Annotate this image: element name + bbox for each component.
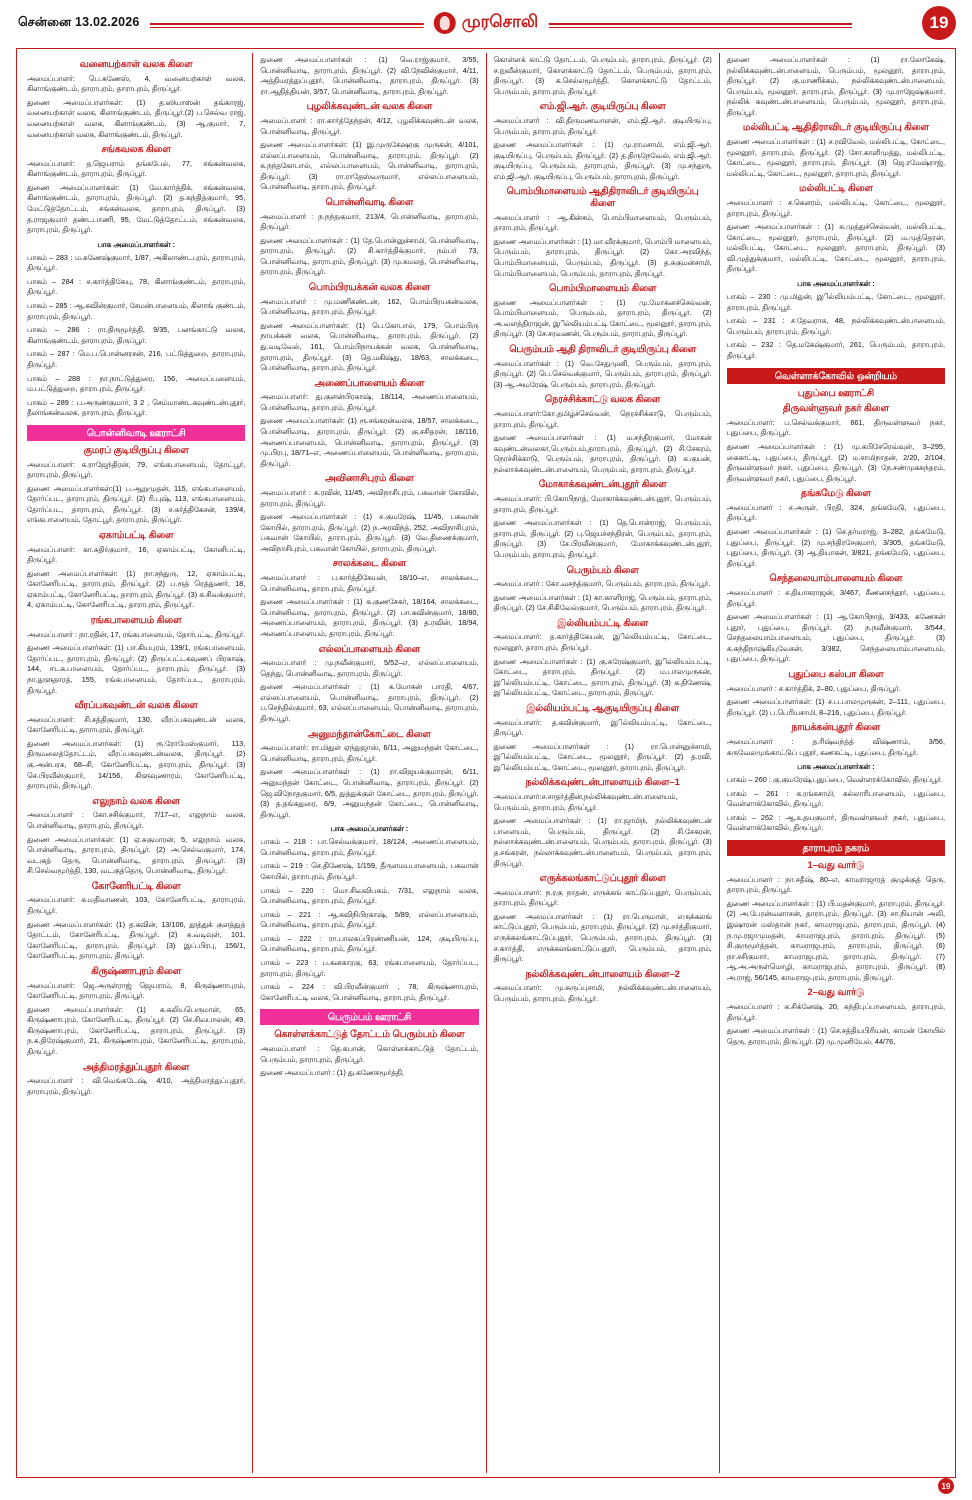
body-paragraph: துணை அமைப்பாளர்கள்: (1) நா.சந்துரு, 12, ஏகாம்பட்டி, கோனேரிபட்டி, தாராபுரம், திருப்பூர். (2) ப.ரூத் ரெத்துணர், 18, ஏகாம்பட்டி, கோனேரிபட்டி, தாராபுரம், திருப்பூர். (3) க.சிவக்குமார், 4, ஏகாம்பட்டி, கோனேரிபட்டி, தாராபுரம், திருப்பூர். (27, 568, 246, 610)
body-paragraph: அமைப்பாளர்: மு.கருப்புசாமி, நல்லிக்கவுண்டன்பாளையம், பெரும்பம், தாராபுரம், திருப்பூர். (493, 983, 712, 1003)
section-heading: நல்லிக்கவுண்டன்பாளையம் கிளை–1 (525, 777, 680, 788)
ward-entry: பாகம் – 261 : க.ரங்கசாமி, கல்லாரிபாளையம், புதுப்பை, வெள்ளாக்கோவில், திருப்பூர். (726, 788, 945, 809)
ward-entry: பாகம் – 286 : ரா.திருமூர்த்தி, 9/35, பனங்காட்டு வலக, கிளாங்குண்டம், தாராபுரம், திருப்பூர். (27, 325, 246, 345)
section-heading: பொன்னிவாடி கிளை (325, 196, 414, 207)
body-paragraph: துணை அமைப்பாளர்கள் : (1) க.குணசேகர், 18/164, சாலக்கடை, பொன்னிவாடி, தாராபுரம், திருப்பூர். (2) பா.கவின்குமார், 18/80, அணைப்பாளையம், தாராபுரம், திருப்பூர். (3) த.ரவின், 18/94, அணைப்பாளையம், தாராபுரம், திருப்பூர். (260, 597, 479, 638)
column-1 (20, 53, 252, 1473)
ward-entry: பாகம் – 283 : ம.கணேஷ்குமார், 1/87, அகிலாண்டபுரம், தாராபுரம், திருப்பூர். (27, 252, 246, 273)
body-paragraph: துணை அமைப்பாளர்கள் : (1) மா.வீரக்குமார், பொம்பி மாளையம், பெரும்பம், தாராபுரம், திருப்பூர். (2) கோ.அரவிந்த், பொம்பிமாளையம், பெரும்பம், திருப்பூர். (3) த.சுகுமன்சாமி, பொம்பிமாளையம், பெரும்பம், தாராபுரம், திருப்பூர். (493, 236, 712, 278)
section-heading: நாயக்கன்புதூர் கிளை (791, 722, 881, 733)
ward-entry: பாகம் – 231 : ச.தேவராசு, 48, நல்லிக்கவுண்டன்பாளையம், பெரும்பம், தாராபுரம், திருப்பூர். (726, 316, 945, 336)
body-paragraph: அமைப்பாளர் : ந.நந்தகுமார், 213/4, பொன்னிவாடி, தாராபுரம், திருப்பூர். (260, 211, 479, 232)
section-heading: இல்லியம்பட்டி கிளை (557, 617, 649, 628)
section-banner: தாராபுரம் நகரம் (727, 840, 945, 856)
section-heading: திருவள்ளுவர் நகர் கிளை (782, 403, 889, 414)
body-paragraph: அமைப்பாளர்: பெ.கணேஸ், 4, வனையற்காள் வலக, கிளாங்குண்டம், தாராபுரம், தாராபுரம், திருப்பூர். (27, 73, 246, 94)
ward-entry: பாகம் – 287 : மெ.ப.பொன்னரசன், 216, பட்டுத்துறை, தாராபுரம், திருப்பூர். (27, 349, 246, 369)
body-paragraph: அமைப்பாளர்: ப.செல்வக்குமார், 661, திருவள்ளுவர் நகர், புதுப்பை, திருப்பூர். (726, 417, 945, 438)
section-heading: இல்லியம்பட்டி ஆகுடியிருப்பு கிளை (526, 702, 679, 713)
section-heading: எம்.ஜி.ஆர். குடியிருப்பு கிளை (539, 101, 666, 112)
section-heading: அத்திமரத்துப்புதூர் கிளை (82, 1061, 190, 1072)
body-paragraph: அமைப்பாளர் : ச.அருள், பிரதி, 324, தங்கமேடு, புதுப்பை, திருப்பூர். (726, 502, 945, 523)
section-heading: மல்லிபட்டி கிளை (798, 183, 873, 194)
section-heading: கிருஷ்ணாபுரம் கிளை (91, 965, 182, 976)
body-paragraph: அமைப்பாளர் : ஆ.கின்சம், பொம்பிமாளையம், பெரும்பம், தாராபுரம், திருப்பூர். (493, 212, 712, 233)
ward-entry: பாகம் – 222 : ரா.பாலகப்பிரண்ணியன், 124, குடியிருப்பு, பொன்னிவாடி, தாராபுரம், திருப்பூர். (260, 933, 479, 954)
body-paragraph: துணை அமைப்பாளர்கள் : (1) வெ.ராஜ்குமார், 3/55, பொன்னிவாடி, தாராபுரம், திருப்பூர். (2) வி.நேவின்குமார், 4/11, அத்திமரத்துப்புதூர், பொன்னிவாடி, தாராபுரம், திருப்பூர். (3) ரா.ஆதித்தியன், 3/57, பொன்னிவாடி, தாராபுரம், திருப்பூர். (260, 55, 479, 96)
body-paragraph: துணை அமைப்பாளர்கள் : (1) ம.சந்திரகுமார், மோகன் கவுண்டன்வலகா,பெரும்பம்,தாராபுரம், திருப்பூர். (2) சி.சேகரம், நெரச்சிக்காடு, பெரும்பம், தாராபுரம், திருப்பூர். (3) க.குயன், நல்லாக்கவுண்டன்பாளையம், பெரும்பம், தாராபுரம், திருப்பூர். (493, 433, 712, 474)
body-paragraph: துணை அமைப்பாளர்கள்: (1) த.ஸியாஸன் தங்காரஜ், வனையற்காள் வலக, கிளாங்குண்டம், திருப்பூர்.(2) ப.செல்வ ராஜ், வனையற்காள் வலக, கிளாங்குண்டம், (3) ஆ.குமார், 7, வனையற்காள் வலக, கிளாங்குண்டம், திருப்பூர். (27, 97, 246, 139)
body-paragraph: துணை அமைப்பாளர்கள் : (1) ரா.விஜயக்குமாரன், 6/11, அனுமந்தன் கோட்டை, பொன்னிவாடி, தாராபுரம், திருப்பூர். (2) ஜெ.விநோதகுமார், 6/5, துத்துக்குள் கோட்டை, தாராபுரம், திருப்பூர். (3) த.தங்கதுரை, 6/9, அனுமந்தன் கோட்டை, பொன்னிவாடி, திருப்பூர். (260, 767, 479, 819)
section-heading: பெரும்பம் கிளை (566, 564, 639, 575)
section-heading: புழலிக்கவுண்டன் வலக கிளை (306, 101, 433, 112)
body-paragraph: துணை அமைப்பாளர்கள்: (1) ஏ.சுகுமாரன், 5, எலுநாம் வலக, பொன்னிவாடி, தாராபுரம், திருப்பூர். (2) அ.செல்வகுமார், 174, வடகுத் தெரு, பொன்னிவாடி, தாராபுரம், திருப்பூர். (3) சி.செல்வமூர்த்தி, 130, வடகுத்தெரு, பொன்னிவாடி, திருப்பூர். (27, 834, 246, 876)
body-paragraph: அமைப்பாளர் : மு.மணிகண்டன், 162, பொம்பிரயகன்வலக, பொன்னிவாடி, தாராபுரம், திருப்பூர். (260, 296, 479, 317)
body-paragraph: கொள்ளக் காட்டு தோட்டம், பெரும்பம், தாராபுரம், திருப்பூர். (2) ச.நுவீன்குமார், கொளக்காட்டு தோட்டம், பெரும்பம், தாராபுரம், திருப்பூர். (3) க.செல்லமூர்த்தி, கொளக்காட்டு தோட்டம், பெரும்பம், தாராபுரம், திருப்பூர். (493, 55, 712, 96)
body-paragraph: அமைப்பாளர் : ப.கார்த்திகேயன், 18/10–எ, சாலக்கடை, பொன்னிவாடி, தாராபுரம், திருப்பூர். (260, 573, 479, 593)
body-paragraph: துணை அமைப்பாளர்கள்: (1) த.கவின், 13/106, தூத்துக் குளத்துத் தோட்டம், கோனேரிபட்டி, திருப்பூர். (2) க.வடிவுள், 101, கோனேரிபட்டி, தாராபுரம், திருப்பூர். (3) இப்.பிரபு, 156/1, கோனேரிபட்டி, தாராபுரம், திருப்பூர். (27, 919, 246, 961)
page-number-footer: 19 (938, 1478, 954, 1494)
section-heading: மோகாக்கவுண்டன்புதூர் கிளை (538, 479, 667, 490)
body-paragraph: அமைப்பாளர்: சி.சத்திகுமார், 130, வீரப்பகவுண்டன் வலக, கோனேரிபட்டி, தாராபுரம், திருப்பூர். (27, 714, 246, 735)
subsection-heading: பாக அமைப்பாளர்கள் : (797, 279, 875, 289)
ward-entry: பாகம் – 224 : வி.பிரவீன்குமார் , 78, கிருஷ்ணாபுரம், கோனேரிபட்டி வலக, பொன்னிவாடி, தாராபுரம், திருப்பூர். (260, 982, 479, 1002)
body-paragraph: துணை அமைப்பாளர்கள் : (1) செ.சத்தியபிரியன், காமன் கோயில் தெரு, தாராபுரம், திருப்பூர். (2) மு.முனியேல், 44/76, (726, 1026, 945, 1046)
section-heading: எல்லப்பாளையம் கிளை (318, 643, 421, 654)
body-paragraph: அமைப்பாளர் : வி.வெங்கடேஷ், 4/10, அத்திமரத்துப்புதூர், தாராபுரம், திருப்பூர். (27, 1076, 246, 1096)
section-heading: 2–வது வார்டு (807, 987, 865, 998)
body-paragraph: அமைப்பாளர் : மு.நவீன்குமார், 5/52–எ, எல்லப்பாளையம், தெந்து, பொன்னிவாடி, தாராபுரம், திருப்பூர். (260, 658, 479, 678)
body-paragraph: அமைப்பாளர்:ச.சாதர்த்தின்,நல்லிக்கவுண்டன்பாளையம், பெரும்பம், தாராபுரம், திருப்பூர். (493, 792, 678, 812)
ward-entry: பாகம் – 223 : ப.கனகாரகு, 63, ரங்கபாளையம், தோர்ப்பட, தாராபுரம், திருப்பூர். (260, 958, 479, 978)
ward-entry: பாகம் – 220 : மொ.சிவவிபகம், 7/31, எலுநாம் வலக, பொன்னிவாடி, தாராபுரம், திருப்பூர். (260, 885, 479, 906)
ward-entry: பாகம் – 230 : மு.மிதுன், இில்லியம்பட்டி, கோட்டை, மூலனூர், தாராபுரம், திருப்பூர். (726, 292, 945, 312)
columns-frame (16, 48, 956, 1478)
page-number-badge: 19 (922, 6, 956, 40)
section-heading: கோனேரிபட்டி கிளை (91, 880, 181, 891)
body-paragraph: அமைப்பாளர்:கோ.தமிழ்ச்செல்வன், நெரச்சிக்காடு, பெரும்பம், தாராபுரம், திருப்பூர். (493, 408, 712, 429)
flame-logo-icon (434, 12, 456, 34)
body-paragraph: துணை அமைப்பாளர்கள் : (1) சு.முத்துச்செல்வன், மல்லிபட்டி, கோட்டை, மூலனூர், தாராபுரம், திருப்பூர். (2) ம.முத்தெரன், மல்லிபட்டி, கோட்டை, மூலனூர், தாராபுரம், திருப்பூர். (3) வி.முத்துக்குமார், மல்லிபட்டி, கோட்டை, மூலனூர், தாராபுரம், திருப்பூர். (726, 222, 945, 274)
ward-entry: பாகம் – 284 : ச.கார்த்திகேயு, 78, கிளாங்குண்டம், தாராபுரம், திருப்பூர். (27, 276, 246, 297)
body-paragraph: துணை அமைப்பாளர்கள்: (1) வே.கார்த்திக், சங்கன்வலக, கிளாங்குண்டம், தாராபுரம், திருப்பூர். (2) த.கந்தித்குமார், 95, மேட்டுத்தோட்டம், சங்கன்வலக, தாராபுரம், திருப்பூர். (3) த.ராஜகுமார் தண்டபாணி, 95, மேட்டுத்தோட்டம், சங்கன்வலக, தாராபுரம், திருப்பூர். (27, 182, 246, 235)
section-heading: நல்லிக்கவுண்டன்பாளையம் கிளை–2 (525, 968, 680, 979)
body-paragraph: துணை அமைப்பாளர்கள் : (1) ரா.ஜாமிந், நல்லிக்கவுண்டன் பாளையம், பெரும்பம், திருப்பூர். (2) சி.சேகரன், நல்லாக்கவுண்டன்பாளையம், பெரும்பம், தாராபுரம், திருப்பூர். (3) த.சங்கரன், நல்லாக்கவுண்டன்பாளையம், பெரும்பம், தாராபுரம், திருப்பூர். (493, 816, 712, 868)
body-paragraph: அமைப்பாளர் : சு.ரவின், 11/45, அவிநாசிபுரம், பகவான் கோவில், தாராபுரம், திருப்பூர். (260, 487, 479, 508)
body-paragraph: துணை அமைப்பாளர்கள் : (1) ச.குமரேஷ், 11/45, பகவான் கோயில், தாராபுரம், திருப்பூர். (2) ந.அரவிந்த், 252, அவிநாசிபுரம், பகவான் கோயில், தாராபுரம், திருப்பூர். (3) வே.திணைக்குமார், அவிநாசிபுரம், பகவான் கோயில், தாராபுரம், திருப்பூர். (260, 512, 479, 553)
body-paragraph: அமைப்பாளர் : ச.கார்த்திக், 2–80, புதுப்பை, திருப்பூர். (726, 683, 901, 693)
body-paragraph: அமைப்பாளர் : ரா.கார்த்தேந்தன், 4/12, புழலிக்கவுண்டன் வலக, பொன்னிவாடி, திருப்பூர். (260, 115, 479, 136)
body-paragraph: அமைப்பாளர் : ச.தியாகராஜன், 3/467, சீணனசந்தூர், புதுப்பை, திருப்பூர். (726, 587, 945, 608)
body-paragraph: துணை அமைப்பாளர்கள் : (1) தெ.பொன்ராஜ், பெரும்பம், தாராபுரம், திருப்பூர். (2) பு.ஜெயச்சந்திரன், பெரும்பம், தாராபுரம், திருப்பூர். (3) சே.பிரவீன்குமார், மோகாக்கவுண்டன்புதூர், பெரும்பம், தாராபுரம், திருப்பூர். (493, 518, 712, 559)
body-paragraph: துணை அமைப்பாளர்கள் : (1) மு.ராமசாமி, எம்.ஜி.ஆர். குடியிருப்பு, பெரும்பம், திருப்பூர். (2) த.திருநேவேல், எம்.ஜி.ஆர். குடியிருப்பு, பெரும்பம், தாராபுரம், திருப்பூர். (3) மு.சந்துரு, எம்.ஜி.ஆர். குடியிருப்பு, பெரும்பம், தாராபுரம், திருப்பூர். (493, 140, 712, 181)
subsection-heading: பாக அமைப்பாளர்கள் : (330, 824, 409, 834)
body-paragraph: துணை அமைப்பாளர்கள்:(1) ப.ஆறுமுதன், 115, எங்கபாளையம், தோர்ப்பட, தாராபுரம், திருப்பூர். (2) ரி.புஷ், 113, எங்கபாளையம், தோர்ப்பட, தாராபுரம், திருப்பூர். (3) ச.கர்த்திகேசன், 139/4, எங்கபாளையம், தோட்பூர், தாராபுரம், திருப்பூர். (27, 483, 246, 525)
section-heading: குமரப் குடியிருப்பு கிளை (83, 444, 189, 455)
body-paragraph: அமைப்பாளர் : கோ.சசிக்குமார், 7/17–எ, எலுநாம் வலக, பொன்னிவாடி, தாராபுரம், திருப்பூர். (27, 810, 246, 830)
body-paragraph: அமைப்பாளர்: க.மதிவாணன், 103, கோனேரிபட்டி, தாராபுரம், திருப்பூர். (27, 895, 246, 916)
body-paragraph: அமைப்பாளர் : கோ.வசந்த்குமார், பெரும்பம், தாராபுரம், திருப்பூர். (493, 579, 711, 589)
section-heading: அவினாசிபுரம் கிளை (325, 473, 414, 484)
column-2 (252, 53, 485, 1473)
section-heading: புதுப்பை கஸ்பா கிளை (788, 669, 884, 680)
subsection-heading: பாக அமைப்பாளர்கள் : (97, 239, 175, 249)
section-heading: வனையற்காள் வலக கிளை (79, 59, 193, 69)
body-paragraph: துணை அமைப்பாளர்கள் : (1) ச.ரவிவேல், மல்லிபட்டி, கோட்டை, மூலனூர், தாராபுரம், திருப்பூர். (2) சோ.காளிமுத்து, மல்லிபட்டி, கோட்டை, மூலனூர், தாராபுரம், திருப்பூர். (3) ஜெ.ரமேஷ்ராஜ், மல்லிபட்டி, கோட்டை, மூலனூர், தாராபுரம், திருப்பூர். (726, 137, 945, 178)
body-paragraph: துணை அமைப்பாளர்கள்: (1) பா.கியபுரம், 139/1, ரங்கபாளையம், தோர்ப்பட, தாராபுரம், திருப்பூர். (2) திருப்பட்டகவுணப் பிரகாஷ், 144, ஈடக.பாளையம், தோர்ப்பட, தாராபுரம், திருப்பூர். (3) நா.துளுதாரத், 155, ரங்கபாளையம், தோர்ப்பட, தாராபுரம், திருப்பூர். (27, 643, 246, 695)
section-banner-highlight: பெரும்பம் ஊராட்சி (260, 1009, 478, 1025)
body-paragraph: அமைப்பாளர்: த.கார்த்திகேயன், இில்லியம்பட்டி, கோட்டை, மூலனூர், தாராபுரம், திருப்பூர். (493, 632, 712, 653)
body-paragraph: அமைப்பாளர் : வி.திருமணவாளன், எம்.ஜி.ஆர். குடியிருப்பு, பெரும்பம், தாராபுரம், திருப்பூர். (493, 115, 712, 136)
ward-entry: பாகம் – 288 : நா.நாட்டுத்துரை, 156, அமைப்பளையம், ம.பட்டுத்துறை, தாராபுரம், திருப்பூர். (27, 373, 246, 394)
section-heading: புதுப்பை ஊராட்சி (797, 387, 874, 398)
body-paragraph: அமைப்பாளர்: ஜெ.அருள்ராஜ் ஜெயராம், 8, கிருஷ்ணாபுரம், கோனேரிபட்டி, தாராபுரம், திருப்பூர். (27, 980, 246, 1001)
body-paragraph: அமைப்பாளர்: ரா.மிதுள் ஏந்துஜாஸ், 6/11, அனுமந்தன் கோட்டை, பொன்னிவாடி, தாராபுரம், திருப்பூர். (260, 743, 479, 763)
body-paragraph: துணை அமைப்பாளர்கள் : (1) கு.சுரேஷ்குமார், இில்லியம்பட்டி, கோட்டை, தாராபுரம், திருப்பூர். (2) ம.பாலமுருகன், இில்லியம்பட்டி, கோட்டை, தாராபுரம், திருப்பூர். (3) க.திணேஷ், இில்லியம்பட்டி, கோட்டை, தாராபுரம், திருப்பூர். (493, 656, 712, 698)
body-paragraph: அமைப்பாளர் : நா.சதீஷ், 80–எ, காமராஜாரத் குழுக்குத் தெரு, தாராபுரம், திருப்பூர். (726, 874, 945, 895)
body-paragraph: அமைப்பாளர் : த.ரிஷ்வந்த்த் விஷ்ணாம், 3/56, கருவேலமுங்காட்டுப் புதூர், கணகட்டி, புதுப்பை, திருப்பூர். (726, 736, 945, 757)
section-heading: பொம்பிமாளையம் ஆதிதிராவிடர் குடியிருப்பு கிளை (506, 186, 699, 208)
body-paragraph: அமைப்பாளர் : தெ.கபான், கொள்ளக்காட்டுத் தோட்டம், பெரும்பம், தாராபுரம், திருப்பூர். (260, 1044, 479, 1064)
ward-entry: பாகம் – 232 : தெ.மகேஷ்குமார், 261, பெரும்பம், தாராபுரம், திருப்பூர். (726, 340, 945, 360)
body-paragraph: துணை அமைப்பாளர்கள் : (1) ரா.பொன்னுச்சாமி, இில்லியம்பட்டி, கோட்டை, மூலனூர், திருப்பூர். (2) த.ரவி, இில்லியம்பட்டி, கோட்டை, மூலனூர், தாராபுரம், திருப்பூர். (493, 741, 712, 772)
body-paragraph: துணை அமைப்பாளர்கள் : (1) பி.மதன்குமார், தாராபுரம், திருப்பூர். (2) அ.பேரன்வளாசன், தாராபுரம், திருப்பூர். (3) சா.நியான் அலி, இஷாரன் மஸ்தான் நகர், காமராஜபுரம், தாராபுரம், திருப்பூர். (4) ந.மு.ரஜாமுமதன், காமராஜபுரம், தாராபுரம், திருப்பூர். (5) சி.குருமூர்த்தன், காமராஜபுரம், தாராபுரம், திருப்பூர். (6) நா.சசிகுமார், காமராஜபுரம், தாராபுரம், திருப்பூர். (7) ஆ.அ.அருள்மொழி, காமராஜபுரம், தாராபுரம், திருப்பூர். (8) அ.ராஜ், 56/145, காமராஜபுரம், தாராபுரம், திருப்பூர். (726, 898, 945, 982)
ward-entry: பாகம் – 219 : செ.திணேஷ், 1/159, தீருளமயபாளையம், பகவான் கோயில், தாராபுரம், திருப்பூர். (260, 861, 479, 881)
section-heading: தங்கமேடு கிளை (800, 488, 871, 499)
ward-entry: பாகம் – 260 : கு.குமரேஷ்,புதுப்பை, வெள்ளாக்கோவில், திருப்பூர். (726, 775, 943, 785)
section-heading: அனுமந்தான்கோட்டை கிளை (307, 728, 431, 739)
body-paragraph: அமைப்பாளர்: து.குளன்பிரகாஷ், 18/114, அணைப்பாளையம், பொன்னிவாடி, தாராபுரம், திருப்பூர். (260, 392, 479, 412)
ward-entry: பாகம் – 221 : ஆ.கவிநிபிரகாஷ், 5/89, எல்லப்பாளையம், பொன்னிவாடி, தாராபுரம், திருப்பூர். (260, 909, 479, 930)
section-heading: பொம்பிரயக்கன் வலக கிளை (308, 282, 430, 293)
column-4 (719, 53, 952, 1473)
body-paragraph: துணை அமைப்பாளர் : (1) து.கணேசமூர்த்தி, (260, 1068, 404, 1078)
body-paragraph: அமைப்பாளர் : க.சிக்னேஷ், 20, கந்திபுப்பாளையம், தாராபுரம், திருப்பூர். (726, 1002, 945, 1022)
body-paragraph: துணை அமைப்பாளர்கள்: (1) க.கலியபெருமாள், 65, கிருஷ்ணாபுரம், கோனேரிபட்டி, திருப்பூர். (2) செ.சிவபாலன், 49, கிருஷ்ணாபுரம், கோனேரிபட்டி, தாராபுரம், திருப்பூர். (3) ந.க.திரேஷ்குமார், 21, கிருஷ்ணாபுரம், கோனேரிபட்டி, தாராபுரம், திருப்பூர். (27, 1004, 246, 1057)
column-3 (486, 53, 719, 1473)
ward-entry: பாகம் – 285 : ஆ.கவின்குமார், சேமன்பாளையம், கிளாங் குண்டம், தாராபுரம், திருப்பூர். (27, 301, 246, 321)
section-heading: நெரச்சிக்காட்டு வலக கிளை (544, 394, 661, 405)
section-heading: சாலக்கடை கிளை (332, 558, 406, 569)
masthead (0, 0, 972, 46)
body-paragraph: அமைப்பாளர்: கா.சுதிர்குமார், 16, ஏகாம்பட்டி, கோனிபட்டி, திருப்பூர். (27, 544, 246, 565)
body-paragraph: அமைப்பாளர்: பி.கோபிநாத், மோகாக்கவுண்டன்புதூர், பெரும்பம், தாராபுரம், திருப்பூர். (493, 494, 712, 514)
body-paragraph: துணை அமைப்பாளர்கள்: (1) ரூ.சங்கரன்வலக, 18/57, சாலக்கடை, பொன்னிவாடி, தாராபுரம், திருப்பூர். (2) கு.சசிதரன், 18/116, அணைப்பாளையம், பொன்னிவாடி, தாராபுரம், திருப்பூர். (3) மு.பிரபு, 18/71–எ, அணைப்பாளையம், பொன்னிவாடி, தாராபுரம், திருப்பூர். (260, 416, 479, 468)
ward-entry: பாகம் – 218 : பா.செல்வக்குமார், 18/124, அணைப்பாளையம், பொன்னிவாடி, தாராபுரம், திருப்பூர். (260, 837, 479, 857)
ward-entry: பாகம் – 262 : ஆ.உதயகுமார், திருவள்ளுவர் நகர், புதுப்பை, வெள்ளாக்கோவில், திருப்பூர். (726, 812, 945, 833)
section-heading: செந்தலையாம்பாளையம் கிளை (769, 573, 903, 584)
body-paragraph: அமைப்பாளர்: க.ராஜேந்திரன், 79, எங்கபாளையம், தோட்பூர், தாராபுரம், திருப்பூர். (27, 459, 246, 480)
body-paragraph: அமைப்பாளர்: ந.ரகு நாதன், எருக்கங் காட்டுப்புதூர், பெரும்பம், தாராபுரம், திருப்பூர். (493, 887, 712, 908)
body-paragraph: துணை அமைப்பாளர்கள் : (1) ரா.பெருமாள், எருக்கலங் காட்டுப்புதூர், பெரும்பம், தாராபுரம், திருப்பூர். (2) மு.சர்த்திகுமார், எருக்கலங்காட்டுப்புதூர், பெரும்பம், தாராபுரம், திருப்பூர். (3) ச.கார்த்தி, எருக்கலங்காட்டுப்புதூர், பெரும்பம், தாராபுரம், திருப்பூர். (493, 911, 712, 964)
section-heading: எருக்கலங்காட்டுப்புதூர் கிளை (539, 873, 666, 884)
ward-entry: பாகம் – 289 : ப.அருண்குமார், 3 2 , செம்மாண்டகவுண்டன்புதூர், தீலாங்கன்வலக, தாராபுரம், திருப்பூர். (27, 397, 246, 418)
section-heading: சங்கவலக கிளை (101, 144, 171, 155)
body-paragraph: துணை அமைப்பாளர்கள் : (1) மு.கபிசேரெவ்வுள், 3–295, கைகாட்டி, புதுப்பை, திருப்பூர். (2) ம.சாமிநாதன், 2/20, 2/104, திருவள்ளுவர் நகர், புதுப்பை, திருப்பூர். (3) நே.சண்முகசுந்தரம், திருவள்ளுவர் நகர், புதுப்பை, திருப்பூர். (726, 441, 945, 483)
body-paragraph: துணை அமைப்பாளர்கள் : (1) ஆ.கோபிநாத், 3/433, கணேசன் புதூர், புதுப்பை, திருப்பூர். (2) ந.நவீன்குமார், 3/544, செந்தலையாம்பாளையம், புதுப்பை, திருப்பூர். (3) க.கந்திநாஷ்கியுவேசன், 3/382, செந்தலையாம்பாளையம், புதுப்பை, திருப்பூர். (726, 612, 945, 664)
section-banner-highlight: பொன்னிவாடி ஊராட்சி (27, 425, 245, 441)
section-banner: வெள்ளாக்கோவில் ஒன்றியம் (727, 368, 945, 384)
body-paragraph: அமைப்பாளர்கள் : (1) வெ.சேதுமுனி, பெரும்பம், தாராபுரம், திருப்பூர். (2) பெ.செல்வக்குமார், பெரும்பம், தாராபுரம், திருப்பூர். (3) ஆ.அமரேஷ், பெரும்பம், தாராபுரம், திருப்பூர். (493, 358, 712, 389)
section-heading: ஏகாம்பட்டி கிளை (98, 529, 174, 540)
section-heading: கொள்ளக்காட்டுத் தோட்டம் பெரும்பம் கிளை (274, 1029, 465, 1040)
body-paragraph: துணை அமைப்பாளர்கள் : (1) கா.காளிராஜ், பெரும்பம், தாராபுரம், திருப்பூர். (2) சே.சிகிவேல்குமார், பெரும்பம், தாராபுரம், திருப்பூர். (493, 592, 712, 613)
section-heading: பொம்பிமாளையம் கிளை (548, 283, 657, 294)
body-paragraph: அமைப்பாளர்: த.ஜெயராம் தங்கபேல், 77, சங்கன்வலக, கிளாங்குண்டம், தாராபுரம், திருப்பூர். (27, 158, 246, 179)
section-heading: ரங்கபாளையம் கிளை (90, 615, 182, 626)
section-heading: வீரப்பகவுண்டன் வலக கிளை (74, 700, 198, 711)
body-paragraph: அமைப்பாளர்: த.கவின்குமார், இில்லியம்பட்டி, கோட்டை, திருப்பூர். (493, 717, 712, 738)
body-paragraph: துணை அமைப்பாளர்கள் : (1) செ.தர்மராஜ், 3–282, தங்கமேடு, புதுப்பை, திருப்பூர். (2) மு.சந்திரசேகுமார், 3/305, தங்கமேடு, புதுப்பை, திருப்பூர். (3) ஆ.தியாகன், 3/821, தங்கமேடு, புதுப்பை, திருப்பூர். (726, 527, 945, 568)
section-heading: எலுநாம் வலக கிளை (92, 795, 180, 806)
body-paragraph: அமைப்பாளர் : நா.ரதின், 17, ரங்கபாளையம், தோர்பட்டி, திருப்பூர். (27, 629, 246, 639)
section-heading: 1–வது வார்டு (807, 860, 865, 871)
body-paragraph: துணை அமைப்பாளர்கள்: (1) இ.முருகேஷரகு முருகன், 4/101, எல்லப்பாளையம், பொன்னிவாடி, தாராபுரம், திருப்பூர். (2) க.நந்தகோபால், எல்லப்பாளையம், பொன்னிவாடி, தாராபுரம், திருப்பூர். (3) ரா.ராதேஸ்வருமார், எல்லப்பாளையம், பொன்னிவாடி, தாராபுரம், திருப்பூர். (260, 140, 479, 192)
edition-date: சென்னை 13.02.2026 (18, 15, 148, 31)
masthead-logo (424, 12, 549, 34)
body-paragraph: துணை அமைப்பாளர்கள்: (1) ரூ.ரோமேஸ்குமார், 113, திருமலைத்தோட்டம், வீரப்பகவுண்டன்வலக, திருப்பூர். (2) கு.அன்பரசு, 68–சி, கோனேரிபட்டி, தாராபுரம், திருப்பூர். (3) செ.பிரவீன்குமார், 14/156, கிளுவுணாரம், கோனேரிபட்டி, தாராபுரம், திருப்பூர். (27, 738, 246, 791)
body-paragraph: துணை அமைப்பாளர்கள் : (1) ரா.லோகேஷ், நல்லிக்கவுண்டன்பாளையம், பெரும்பம், மூலனூர், தாராபுரம், திருப்பூர். (2) கு.மாணிக்கம், நல்லிக்கவுண்டன்பாளையம், பெரும்பம், மூலனூர், தாராபுரம், திருப்பூர். (3) மு.ராஜேஷ்குமார், நல்லிக் கவுண்டன்பாளையம், பெரும்பம், மூலனூர், தாராபுரம், திருப்பூர். (726, 55, 945, 117)
body-paragraph: துணை அமைப்பாளர்கள் : (1) மு.மோகனச்செல்வன், பொம்பிமாளையம், பெரும்பம், தாராபுரம், திருப்பூர். (2) அ.வளத்திராஜன், இில்லியம்பட்டி கோட்டை, மூலனூர், தாராபுரம், திருப்பூர். (3) சே.சரவணன், பெரும்பம், தாராபுரம், திருப்பூர். (493, 297, 712, 339)
subsection-heading: பாக அமைப்பாளர்கள் : (797, 762, 875, 772)
section-heading: மல்லிபட்டி ஆதிதிராவிடர் குடியிருப்பு கிளை (742, 122, 929, 133)
section-heading: பெரும்பம் ஆதி திராவிடர் குடியிருப்பு கிளை (509, 344, 697, 354)
body-paragraph: துணை அமைப்பாளர்கள் : (1) தே.பொன்னுச்சாமி, பொன்னிவாடி, தாராபுரம், திருப்பூர். (2) சி.கார்த்திக்குமார், நம்பர் 73, பொன்னிவாடி, தாராபுரம், திருப்பூர். (3) மு.கமலத், பொன்னிவாடி, தாராபுரம், திருப்பூர். (260, 235, 479, 277)
body-paragraph: துணை அமைப்பாளர்கள் : (1) க.மோகன் பாரதி, 4/67, எல்லப்பாளையம், பொன்னிவாடி, தாராபுரம், திருப்பூர். (2) ப.செந்தில்குமார், 63, எல்லப்பாளையம், பொன்னிவாடி, தாராபுரம், திருப்பூர். (260, 682, 479, 724)
body-paragraph: துணை அமைப்பாளர்கள்: (1) பெ.கோபால், 179, பொம்பிரு நாயக்கன் வலக, பொன்னிவாடி, தாராபுரம், திருப்பூர். (2) து.வடிவேல், 161, பொம்பிநாயக்கன் வலக, பொன்னிவாடி, தாராபுரம், திருப்பூர். (3) தெ.மகிஷ்து, 18/63, சாலக்கடை, பொன்னிவாடி, தாராபுரம், திருப்பூர். (260, 320, 479, 373)
section-heading: அணைப்பாளையம் கிளை (314, 377, 425, 388)
publication-title: முரசொலி (461, 12, 539, 31)
body-paragraph: அமைப்பாளர் : ச.கெளரம், மல்லிபட்டி, கோட்டை, மூலனூர், தாராபுரம், திருப்பூர். (726, 198, 945, 218)
body-paragraph: துணை அமைப்பாளர்கள்: (1) ச.ப.பாலமுருகன், 2–111, புதுப்பை, திருப்பூர். (2) ப.பெரியசாமி, 8–216, புதுப்பை, திருப்பூர். (726, 697, 945, 717)
